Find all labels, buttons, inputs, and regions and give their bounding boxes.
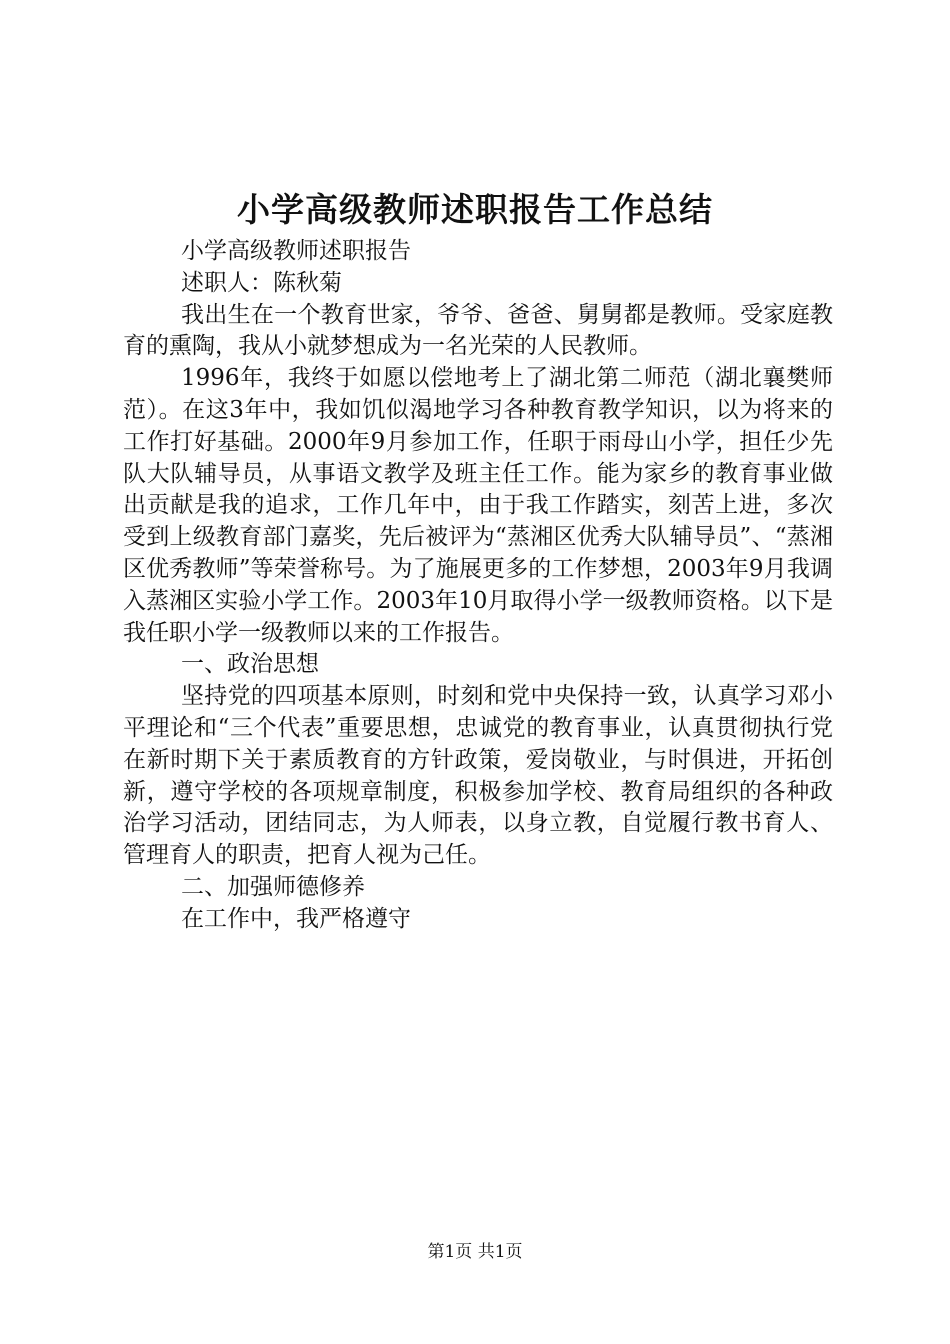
section-heading: 一、政治思想 (181, 651, 319, 678)
body-paragraph: 1996年，我终于如愿以偿地考上了湖北第二师范（湖北襄樊师范）。在这3年中，我如饥似渴地学习各种教育教学知识，以为将来的工作打好基础。2000年9月参加工作，任职于雨母山小学，担任少先队大队辅导员，从事语文教学及班主任工作。能为家乡的教育事业做出贡献是我的追求，工作几年中，由于我工作踏实，刻苦上进，多次受到上级教育部门嘉奖，先后被评为“蒸湘区优秀大队辅导员”、“蒸湘区优秀教师”等荣誉称号。为了施展更多的工作梦想，2003年9月我调入蒸湘区实验小学工作。2003年10月取得小学一级教师资格。以下是我任职小学一级教师以来的工作报告。 (123, 365, 833, 646)
page-footer: 第1页 共1页 (427, 1242, 523, 1262)
body-paragraph: 我出生在一个教育世家，爷爷、爸爸、舅舅都是教师。受家庭教育的熏陶，我从小就梦想成为一名光荣的人民教师。 (123, 301, 833, 360)
body-paragraph: 坚持党的四项基本原则，时刻和党中央保持一致，认真学习邓小平理论和“三个代表”重要思想，忠诚党的教育事业，认真贯彻执行党在新时期下关于素质教育的方针政策，爱岗敬业，与时俱进，开拓创新，遵守学校的各项规章制度，积极参加学校、教育局组织的各种政治学习活动，团结同志，为人师表，以身立教，自觉履行教书育人、管理育人的职责，把育人视为己任。 (123, 683, 833, 869)
document-body (123, 236, 833, 936)
author-paragraph: 述职人：陈秋菊 (181, 269, 342, 296)
section-heading: 二、加强师德修养 (181, 873, 365, 900)
body-paragraph: 在工作中，我严格遵守 (181, 905, 411, 932)
subtitle-paragraph: 小学高级教师述职报告 (181, 238, 411, 264)
document-title: 小学高级教师述职报告工作总结 (237, 190, 713, 229)
